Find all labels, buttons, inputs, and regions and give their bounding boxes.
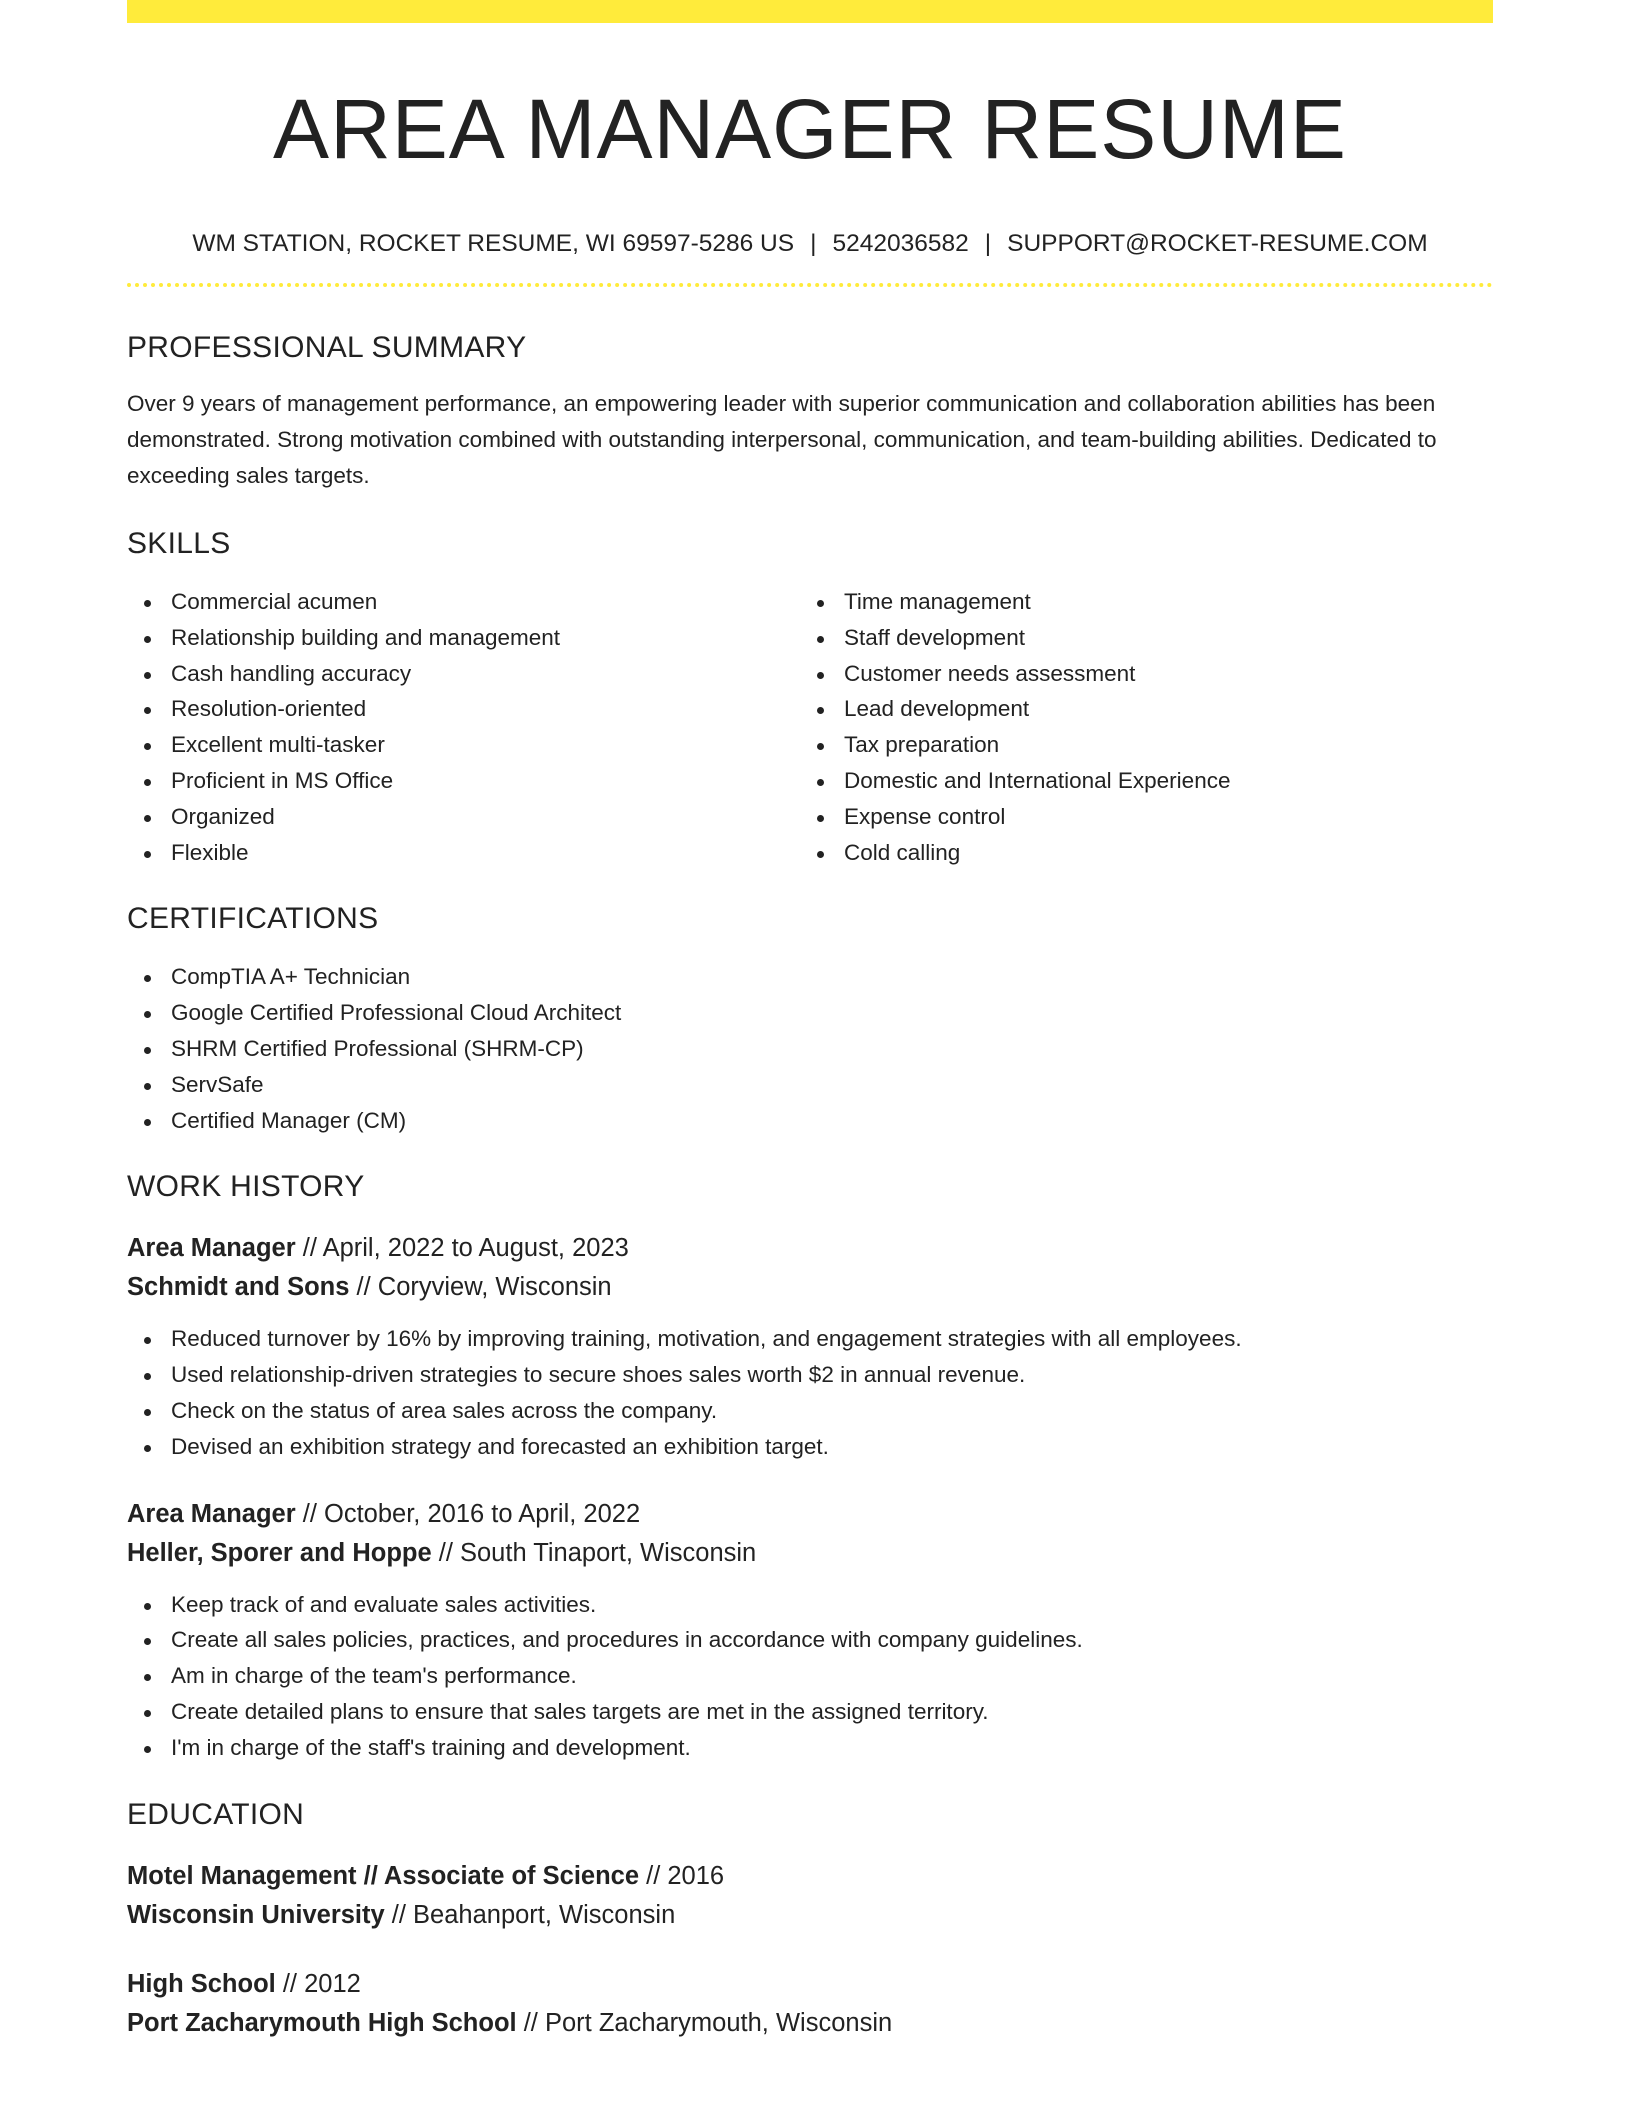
job-bullet: Devised an exhibition strategy and forecasted an exhibition target. [127, 1429, 1493, 1465]
skill-item: Resolution-oriented [127, 691, 800, 727]
job-title-line [127, 1229, 1493, 1268]
work-history-section [127, 1169, 1493, 1765]
accent-bar [127, 0, 1493, 23]
summary-section [127, 330, 1493, 494]
skill-item: Staff development [800, 620, 1473, 656]
education-school: Wisconsin University [127, 1900, 385, 1929]
job-dates: // April, 2022 to August, 2023 [295, 1234, 629, 1263]
job-dates: // October, 2016 to April, 2022 [295, 1499, 641, 1528]
dotted-divider [127, 283, 1493, 287]
job-role: Area Manager [127, 1234, 296, 1263]
skill-item: Commercial acumen [127, 584, 800, 620]
education-degree: Motel Management // Associate of Science [127, 1861, 640, 1890]
section-heading-certifications: CERTIFICATIONS [127, 902, 379, 936]
education-school: Port Zacharymouth High School [127, 2008, 517, 2037]
skills-list-right [800, 584, 1473, 870]
job-bullet: Check on the status of area sales across the company. [127, 1393, 1493, 1429]
job-bullet: Used relationship-driven strategies to secure shoes sales worth $2 in annual revenue. [127, 1357, 1493, 1393]
job-location: // Coryview, Wisconsin [349, 1273, 612, 1302]
skill-item: Time management [800, 584, 1473, 620]
education-school-line [127, 2004, 1493, 2043]
section-heading-summary: PROFESSIONAL SUMMARY [127, 331, 527, 364]
job-bullets [127, 1587, 1493, 1766]
skills-columns [127, 584, 1493, 870]
education-year: // 2016 [639, 1861, 725, 1890]
skills-section [127, 526, 1493, 870]
skills-list-left [127, 584, 800, 870]
job-bullet: Keep track of and evaluate sales activities. [127, 1587, 1493, 1623]
job-bullet: I'm in charge of the staff's training and development. [127, 1730, 1493, 1766]
skill-item: Expense control [800, 799, 1473, 835]
skill-item: Domestic and International Experience [800, 763, 1473, 799]
skill-item: Proficient in MS Office [127, 763, 800, 799]
job-bullet: Create all sales policies, practices, and procedures in accordance with company guidelines. [127, 1622, 1493, 1658]
job-bullet: Reduced turnover by 16% by improving training, motivation, and engagement strategies with all employees. [127, 1321, 1493, 1357]
summary-text: Over 9 years of management performance, an empowering leader with superior communication and collaboration abilities has been demonstrated. Strong motivation combined with outstanding interpersonal, communication, and team-building abilities. Dedicated to exceeding sales targets. [127, 391, 1437, 488]
education-degree-line [127, 1857, 1493, 1896]
contact-email[interactable]: SUPPORT@ROCKET-RESUME.COM [1007, 230, 1428, 257]
job-company-line [127, 1268, 1493, 1307]
skill-item: Customer needs assessment [800, 656, 1473, 692]
job-entry [127, 1229, 1493, 1464]
education-degree: High School [127, 1969, 276, 1998]
skill-item: Tax preparation [800, 727, 1473, 763]
education-school-line [127, 1896, 1493, 1935]
skill-item: Cash handling accuracy [127, 656, 800, 692]
contact-separator: | [810, 230, 817, 257]
skill-item: Flexible [127, 835, 800, 871]
job-company: Schmidt and Sons [127, 1273, 350, 1302]
contact-separator: | [984, 230, 992, 257]
section-heading-skills: SKILLS [127, 527, 231, 560]
job-company-line [127, 1534, 1493, 1573]
skill-item: Cold calling [800, 835, 1473, 871]
certification-item: Certified Manager (CM) [127, 1103, 1493, 1139]
certifications-list [127, 959, 1493, 1138]
section-heading-education: EDUCATION [127, 1797, 305, 1831]
contact-address: WM STATION, ROCKET RESUME, WI 69597-5286 US [192, 230, 795, 257]
contact-phone: 5242036582 [832, 230, 969, 257]
education-entry [127, 1965, 1493, 2043]
certifications-section [127, 901, 1493, 1138]
contact-line [127, 229, 1493, 259]
certification-item: SHRM Certified Professional (SHRM-CP) [127, 1031, 1493, 1067]
education-entry [127, 1857, 1493, 1935]
job-bullet: Create detailed plans to ensure that sales targets are met in the assigned territory. [127, 1694, 1493, 1730]
skill-item: Lead development [800, 691, 1473, 727]
certification-item: Google Certified Professional Cloud Architect [127, 995, 1493, 1031]
resume-page [127, 0, 1493, 2043]
skill-item: Relationship building and management [127, 620, 800, 656]
job-company: Heller, Sporer and Hoppe [127, 1538, 432, 1567]
education-location: // Port Zacharymouth, Wisconsin [516, 2008, 893, 2037]
job-role: Area Manager [127, 1499, 296, 1528]
education-degree-line [127, 1965, 1493, 2004]
job-location: // South Tinaport, Wisconsin [431, 1538, 757, 1567]
education-location: // Beahanport, Wisconsin [384, 1900, 676, 1929]
certification-item: ServSafe [127, 1067, 1493, 1103]
education-section [127, 1797, 1493, 2043]
education-year: // 2012 [275, 1969, 361, 1998]
skill-item: Organized [127, 799, 800, 835]
job-bullets [127, 1321, 1493, 1464]
skill-item: Excellent multi-tasker [127, 727, 800, 763]
job-bullet: Am in charge of the team's performance. [127, 1658, 1493, 1694]
section-heading-work-history: WORK HISTORY [127, 1170, 365, 1204]
job-entry [127, 1495, 1493, 1766]
resume-title: AREA MANAGER RESUME [273, 82, 1347, 176]
job-title-line [127, 1495, 1493, 1534]
certification-item: CompTIA A+ Technician [127, 959, 1493, 995]
